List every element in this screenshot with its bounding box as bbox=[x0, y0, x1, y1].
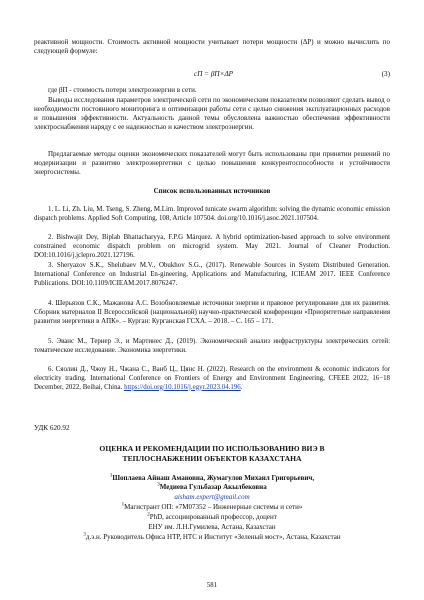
reference-item-2: 2. Bishwajit Dey, Biplab Bhattacharyya, F.P.G Márquez. A hybrid optimization-based approach to solve environment constrained economic dispatch problem on microgrid system. May 2021. Journal of Cleaner Production. DOI:10.1016/j.jclepro.2021.127196. bbox=[34, 234, 390, 259]
authors-line-1: $^1$Шоплаева Айнаш Амановна, Жумагулов Михаил Григорьевич, bbox=[109, 473, 315, 482]
references-heading: Список использованных источников bbox=[153, 187, 271, 195]
udc-code: УДК 620.92 bbox=[34, 424, 70, 432]
reference-item-1: 1. L. Li, Zh. Liu, M. Tseng, S. Zheng, M.Lim. Improved tunicate swarm algorithm: solving the dynamic economic emission dispatch problems. Applied Soft Computing, 108, Article 107504. doi.org/10.1016/j.asoc.2021.107504. bbox=[34, 206, 390, 222]
where-line: где βП - стоимость потери электроэнергии в сети. bbox=[48, 86, 197, 94]
article-title bbox=[34, 444, 390, 463]
reference-item-6-link[interactable]: https://doi.org/10.1016/j.egyr.2023.04.196 bbox=[124, 383, 241, 391]
page-number: 581 bbox=[206, 582, 218, 589]
formula-3 bbox=[34, 70, 390, 80]
affiliation-1: $^1$Магистрант ОП: «7М07352 – Инженерные системы и сети» bbox=[121, 502, 303, 511]
title-line-1: ОЦЕНКА И РЕКОМЕНДАЦИИ ПО ИСПОЛЬЗОВАНИЮ ВИЭ В bbox=[99, 444, 325, 453]
authors-text-1: Шоплаева Айнаш Амановна, Жумагулов Михаил Григорьевич, bbox=[112, 474, 315, 482]
methods-paragraph: Предлагаемые методы оценки экономических показателей могут быть использованы при принятии решений по модернизации и развитию электроэнергетики с целью повышения конкурентоспособности и устойчивости энергосистемы. bbox=[34, 150, 390, 176]
title-line-2: ТЕПЛОСНАБЖЕНИИ ОБЪЕКТОВ КАЗАХСТАНА bbox=[122, 453, 302, 463]
affiliation-2: $^2$PhD, ассоциированный профессор, доцент bbox=[147, 512, 277, 521]
affiliation-3-text: д.э.н. Руководитель Офиса НТР, НТС и Институт «Зеленый мост», Астана, Казахстан bbox=[85, 533, 341, 541]
affiliation-1-text: Магистрант ОП: «7М07352 – Инженерные системы и сети» bbox=[124, 503, 303, 511]
affiliation-2b: ЕНУ им. Л.Н.Гумилева, Астана, Казахстан bbox=[148, 523, 276, 531]
formula-number: (3) bbox=[381, 70, 390, 78]
authors-text-2: Медиева Гульбазар Акылбековна bbox=[159, 483, 267, 491]
intro-paragraph: реактивной мощности. Стоимость активной мощности учитывает потери мощности (ΔP) и можно вычислить по следующей формуле: bbox=[34, 38, 390, 55]
authors-line-2: $^3$Медиева Гульбазар Акылбековна bbox=[157, 482, 267, 491]
author-email bbox=[34, 493, 390, 502]
reference-item-3: 3. Sheryazov S.K., Shelubaev M.V., Obukhov S.G., (2017). Renewable Sources in System Distributed Generation. International Conference on Industrial En-gineering, Applications and Manufacturing, ICIEAM 2017. IEEE Conference Publications. DOI:10.1109/ICIEAM.2017.8076247. bbox=[34, 262, 390, 287]
affiliation-2-text: PhD, ассоциированный профессор, доцент bbox=[149, 513, 277, 521]
email-link[interactable]: aisham.expert@gmail.com bbox=[174, 493, 250, 501]
reference-item-6: 6. Сяолин Д., Чжоу Н., Чжана С., Ванб Ц., Цянс Н. (2022). Research on the environment & economic indicators for electricity trading. International Conference on Frontiers of Energy and Environment Engineering, CFEEE 2022, 16−18 December, 2022, Beihai, China. https://doi.org/10.1016/j.egyr.2023.04.196. bbox=[34, 366, 390, 391]
conclusions-paragraph: Выводы исследования параметров электрической сети по экономическим показателям позволяют сделать вывод о необходимости постоянного мониторинга и оптимизации работы сети с целью снижения эксплуатационных расходов и повышения эффективности. Актуальность данной темы обусловлена важностью обеспечения эффективности электроснабжения наряду с ее надежностью и качеством электроэнергии. bbox=[34, 96, 390, 131]
reference-item-5: 5. Эванс М., Тернер Э., и Мартинес Д., (2019). Экономический анализ инфраструктуры электрических сетей: тематическое исследование. Экономика энергетики. bbox=[34, 338, 390, 354]
reference-item-4: 4. Шерьязов С.К., Мажанова А.С. Возобновляемые источники энергии и правовое регулирование для их развития. Сборник материалов II Всероссийской (национальной) научно-практической конференции «Приоритетные направления развития энергетики в АПК». – Курган: Курганская ГСХА. – 2018. – С. 165 – 171. bbox=[34, 300, 390, 325]
reference-item-6-text: 6. Сяолин Д., Чжоу Н., Чжана С., Ванб Ц., Цянс Н. (2022). Research on the environment & economic indicators for electricity trading. International Conference on Frontiers of Energy and Environment Engineering, CFEEE 2022, 16−18 December, 2022, Beihai, China. bbox=[34, 366, 390, 391]
formula-expression: cП = βП×ΔP bbox=[194, 70, 234, 78]
affiliation-3: $^3$д.э.н. Руководитель Офиса НТР, НТС и Институт «Зеленый мост», Астана, Казахстан bbox=[83, 532, 341, 541]
